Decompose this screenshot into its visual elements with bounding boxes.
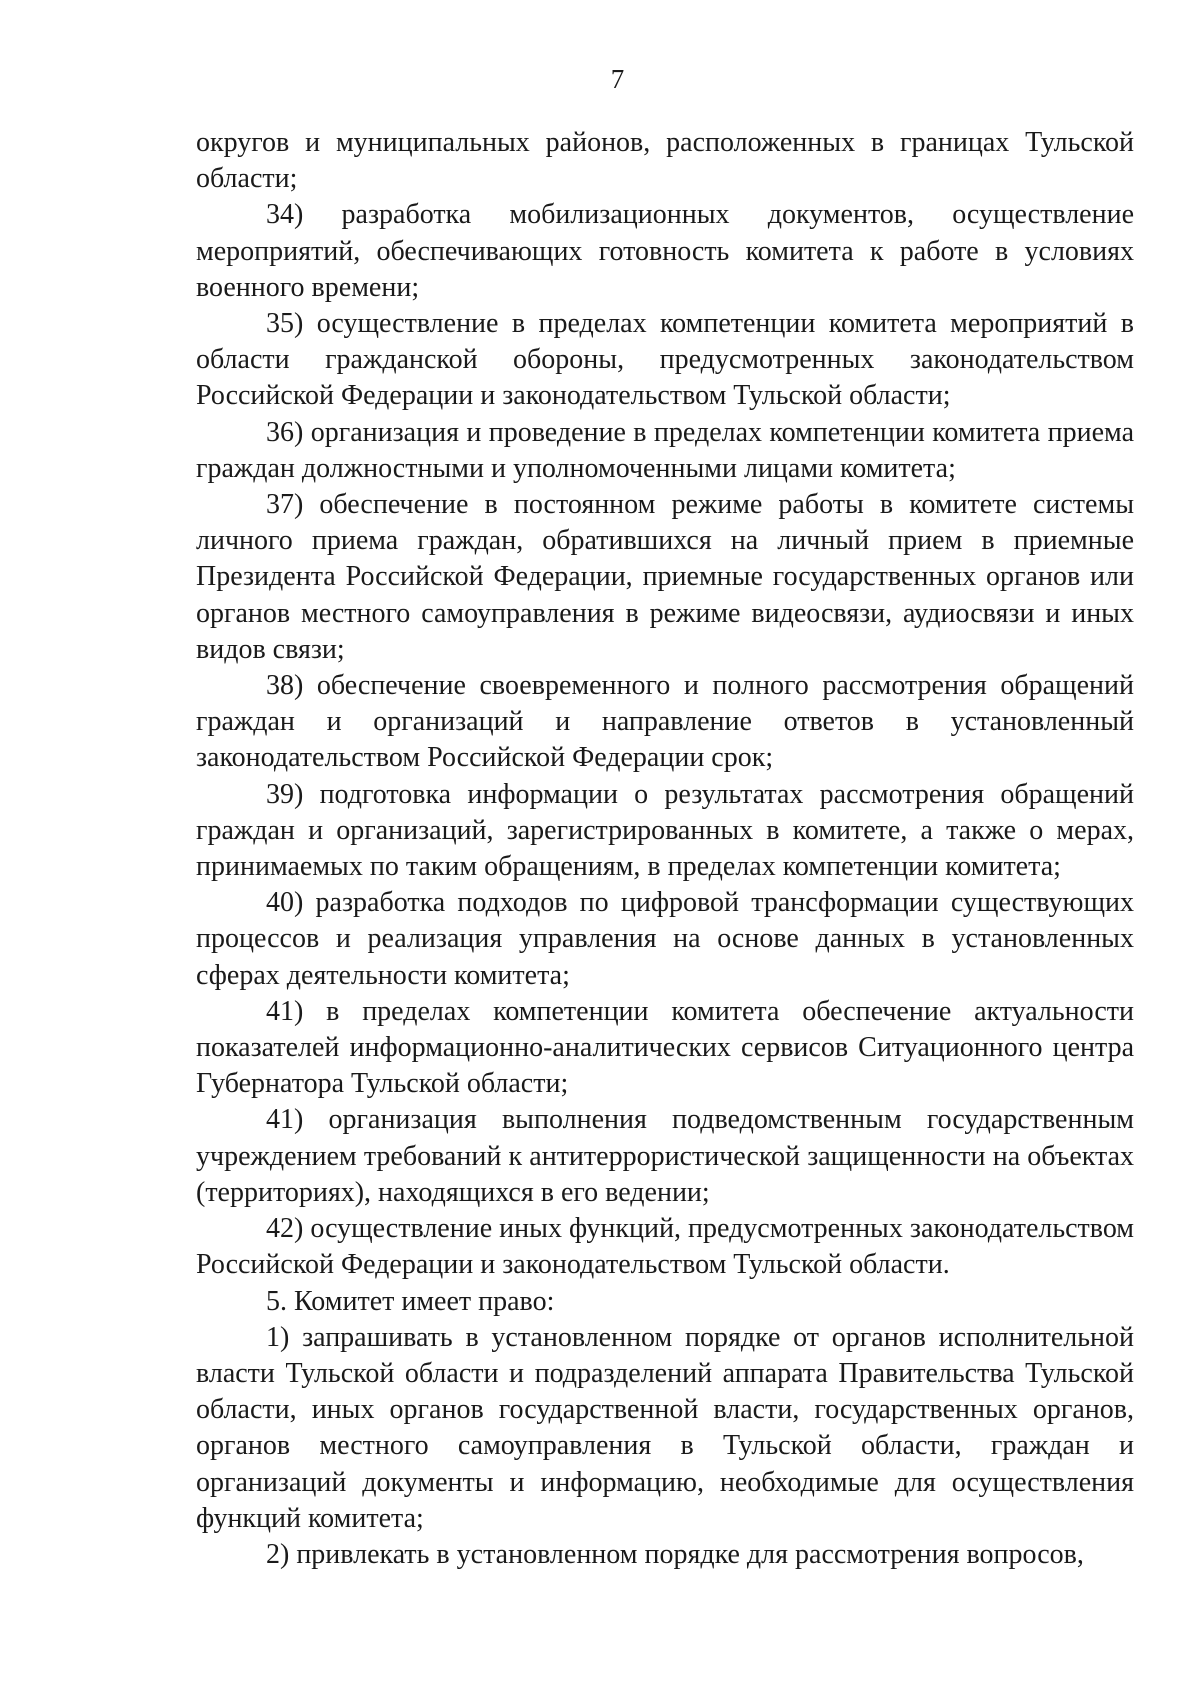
paragraph-item-39: 39) подготовка информации о результатах рассмотрения обращений граждан и организаций, зарегистрированных в комитете, а также о мерах, принимаемых по таким обращениям, в пределах компетенции комитета; (196, 778, 1134, 883)
document-body (196, 125, 1134, 1573)
paragraph-item-42: 42) осуществление иных функций, предусмотренных законодательством Российской Федерации и законодательством Тульской области. (196, 1213, 1134, 1281)
paragraph-item-37: 37) обеспечение в постоянном режиме работы в комитете системы личного приема граждан, обратившихся на личный прием в приемные Президента Российской Федерации, приемные государственных органов или органов местного самоуправления в режиме видеосвязи, аудиосвязи и иных видов связи; (196, 489, 1134, 665)
paragraph-item-41b: 41) организация выполнения подведомственным государственным учреждением требований к антитеррористической защищенности на объектах (территориях), находящихся в его ведении; (196, 1104, 1134, 1208)
paragraph-item-35: 35) осуществление в пределах компетенции комитета мероприятий в области гражданской обороны, предусмотренных законодательством Российской Федерации и законодательством Тульской области; (196, 308, 1134, 412)
paragraph-item-38: 38) обеспечение своевременного и полного рассмотрения обращений граждан и организаций и направление ответов в установленный законодательством Российской Федерации срок; (196, 670, 1134, 774)
paragraph-section-5: 5. Комитет имеет право: (266, 1285, 555, 1317)
paragraph-item-34: 34) разработка мобилизационных документов, осуществление мероприятий, обеспечивающих готовность комитета к работе в условиях военного времени; (196, 199, 1134, 303)
paragraph-item-40: 40) разработка подходов по цифровой трансформации существующих процессов и реализация управления на основе данных в установленных сферах деятельности комитета; (196, 887, 1134, 991)
paragraph-item-41a: 41) в пределах компетенции комитета обеспечение актуальности показателей информационно-аналитических сервисов Ситуационного центра Губернатора Тульской области; (196, 995, 1134, 1100)
paragraph-item-36: 36) организация и проведение в пределах компетенции комитета приема граждан должностными и уполномоченными лицами комитета; (196, 416, 1134, 484)
paragraph-continuation: округов и муниципальных районов, расположенных в границах Тульской области; (196, 127, 1134, 195)
paragraph-right-1: 1) запрашивать в установленном порядке от органов исполнительной власти Тульской области и подразделений аппарата Правительства Тульской области, иных органов государственной власти, государственных органов, органов местного самоуправления в Тульской области, граждан и организаций документы и информацию, необходимые для осуществления функций комитета; (196, 1321, 1134, 1534)
paragraph-right-2: 2) привлекать в установленном порядке для рассмотрения вопросов, (266, 1538, 1084, 1570)
page-number: 7 (610, 64, 625, 94)
